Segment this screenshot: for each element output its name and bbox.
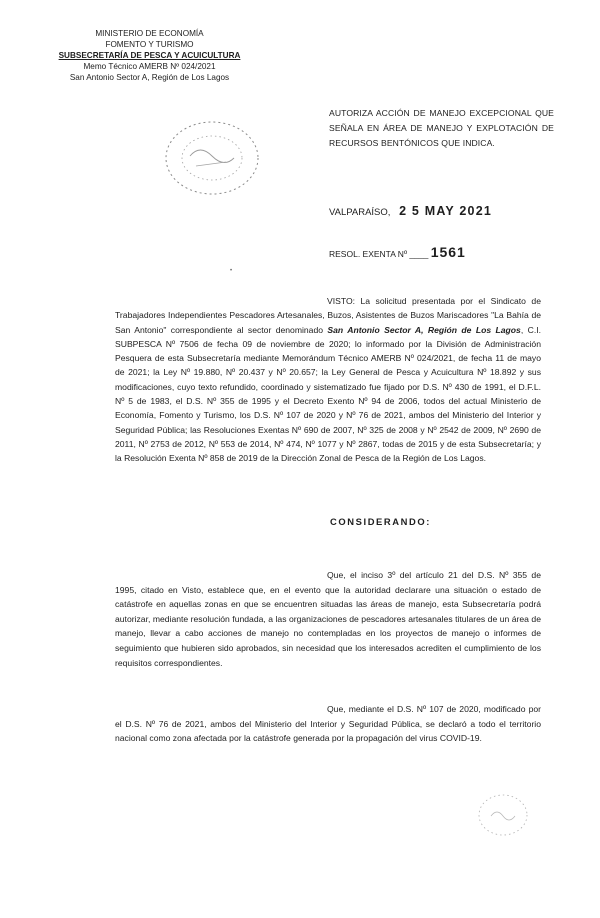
scan-speck: • xyxy=(230,268,233,274)
considerando-paragraph-2: Que, mediante el D.S. Nº 107 de 2020, modificado por el D.S. Nº 76 de 2021, ambos del Ministerio del Interior y Seguridad Pública, se declaró a todo el territorio nacional como zona afectada por la catástrofe generada por la propagación del virus COVID-19. xyxy=(115,704,541,744)
considerando-heading: CONSIDERANDO: xyxy=(330,516,432,527)
sector-reference: San Antonio Sector A, Región de Los Lagos xyxy=(69,73,230,82)
visto-paragraph xyxy=(115,294,541,466)
ministry-name: MINISTERIO DE ECONOMÍA xyxy=(95,29,204,38)
resolution-number xyxy=(329,244,466,260)
visto-sector-name: San Antonio Sector A, Región de Los Lagos xyxy=(327,324,521,335)
resolution-title: AUTORIZA ACCIÓN DE MANEJO EXCEPCIONAL QUE SEÑALA EN ÁREA DE MANEJO Y EXPLOTACIÓN DE RECURSOS BENTÓNICOS QUE INDICA. xyxy=(329,108,554,148)
date-stamp: 2 5 MAY 2021 xyxy=(399,204,492,218)
ministry-header xyxy=(52,28,247,83)
official-stamp-image xyxy=(160,116,264,200)
subsecretaria-name: SUBSECRETARÍA DE PESCA Y ACUICULTURA xyxy=(58,51,241,60)
visto-text-end: , C.I. SUBPESCA Nº 7506 de fecha 09 de noviembre de 2020; lo informado por la División de Administración Pesquera de esta Subsecretaría mediante Memorándum Técnico AMERB Nº 024/2021, de fecha 11 de mayo de 2021; la Ley Nº 19.880, Nº 20.437 y Nº 20.657; la Ley General de Pesca y Acuicultura Nº 18.892 y sus modificaciones, cuyo texto refundido, coordinado y sistematizado fue fijado por D.S. Nº 430 de 1991, el D.F.L. Nº 5 de 1983, el D.S. Nº 355 de 1995 y el Decreto Exento Nº 94 de 2006, todos del actual Ministerio de Economía, Fomento y Turismo, los D.S. Nº 107 de 2020 y Nº 76 de 2021, ambos del Ministerio del Interior y Seguridad Pública; las Resoluciones Exentas Nº 690 de 2007, Nº 325 de 2008 y Nº 2542 de 2009, Nº 2690 de 2011, Nº 2753 de 2012, Nº 553 de 2014, Nº 474, Nº 1077 y Nº 2867, todas de 2015 y de esta Subsecretaría; y la Resolución Exenta Nº 858 de 2019 de la Dirección Zonal de Pesca de la Región de Los Lagos. xyxy=(115,324,541,464)
ministry-subname: FOMENTO Y TURISMO xyxy=(105,40,194,49)
city: VALPARAÍSO, xyxy=(329,207,391,218)
resolution-label: RESOL. EXENTA Nº ____ xyxy=(329,249,429,259)
visto-text-start: VISTO: La solicitud presentada por el Sindicato de Trabajadores Independientes Pescadores Artesanales, Buzos, Asistentes de Buzos Mariscadores "La Bahía de San Antonio" correspondiente al sector denominado xyxy=(115,296,541,335)
memo-reference: Memo Técnico AMERB Nº 024/2021 xyxy=(83,62,216,71)
considerando-paragraph-1: Que, el inciso 3º del artículo 21 del D.S. Nº 355 de 1995, citado en Visto, establece que, en el evento que la autoridad declarare una situación o estado de catástrofe en aquellas zonas en que se encuentren situadas las áreas de manejo, esta Subsecretaría podrá autorizar, mediante resolución fundada, a las organizaciones de pescadores artesanales titulares de un área de manejo, llevar a cabo acciones de manejo no contempladas en los proyectos de manejo o informes de seguimiento que hubieren sido aprobados, sin necesidad que los interesados acrediten el cumplimiento de los requisitos correspondientes. xyxy=(115,570,541,668)
faint-seal-image xyxy=(475,790,531,840)
resolution-value: 1561 xyxy=(430,244,466,260)
place-date xyxy=(329,204,492,218)
